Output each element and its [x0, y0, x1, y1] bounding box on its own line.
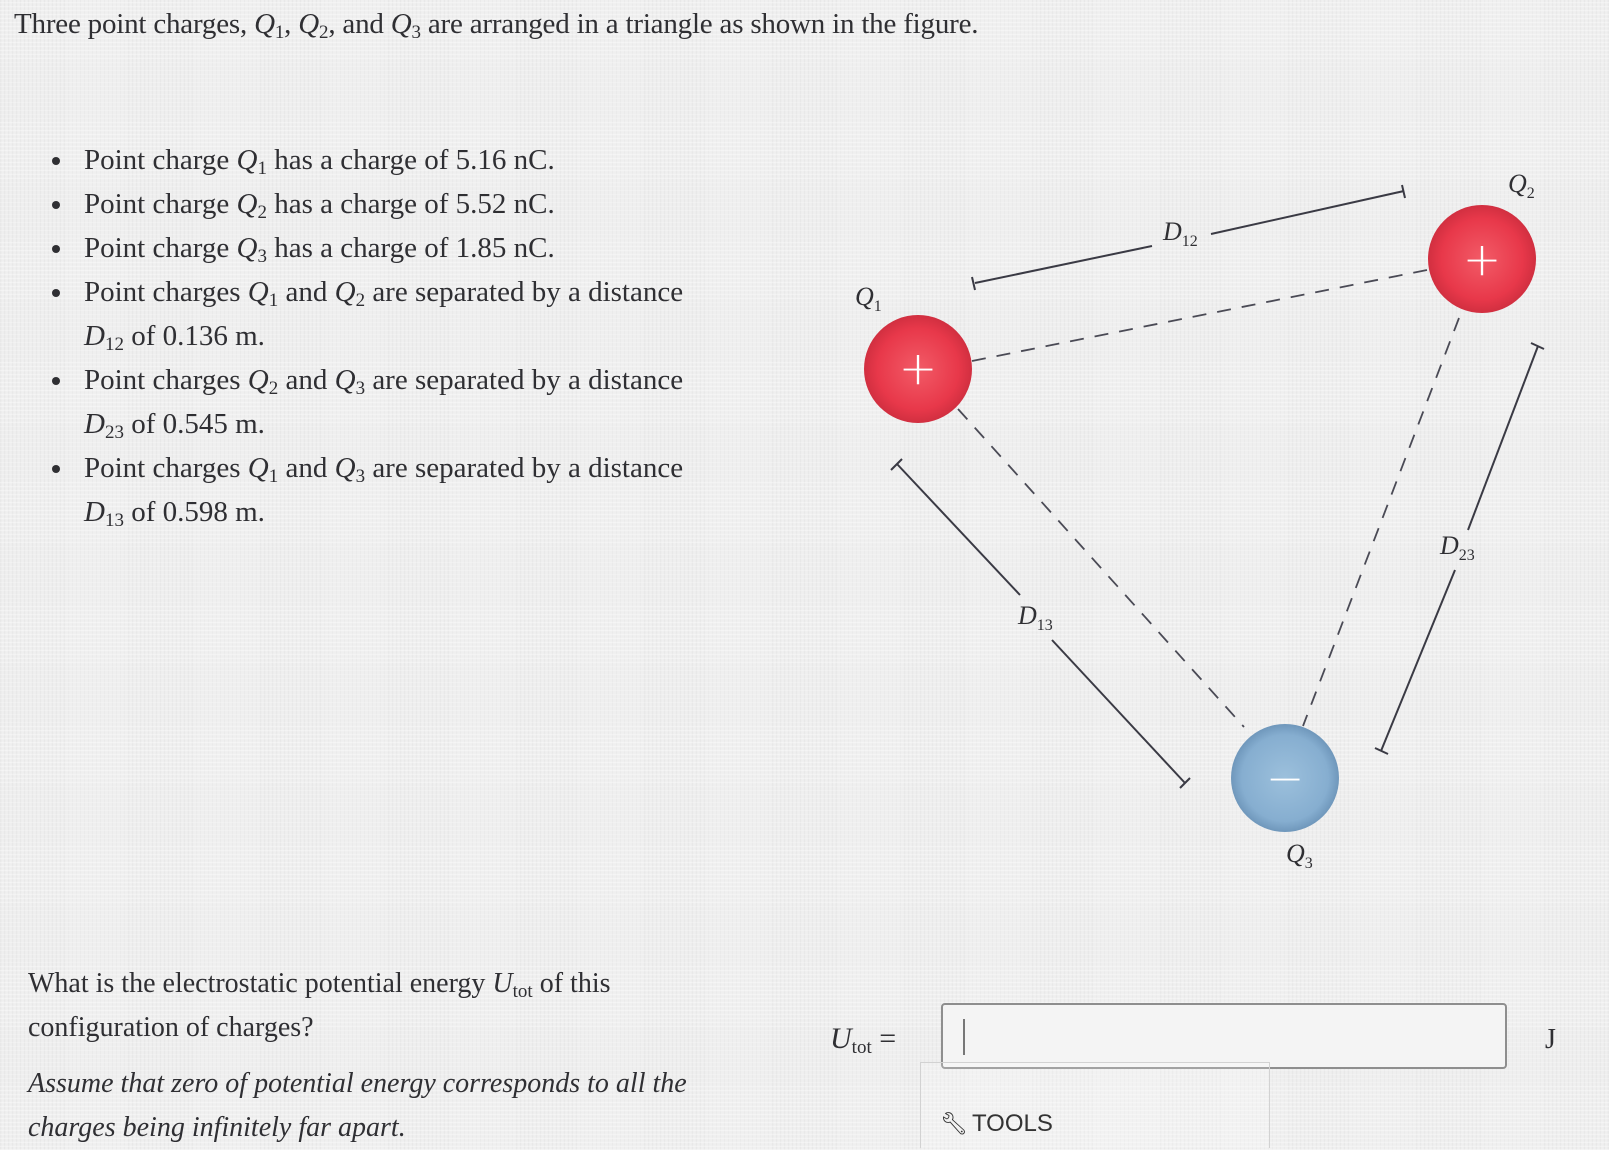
text-cursor	[963, 1019, 965, 1055]
d12-arrow-right	[1211, 191, 1404, 234]
list-item: Point charge $Q_1$ has a charge of 5.16 nC.	[52, 138, 732, 182]
list-item: Point charge $Q_3$ has a charge of 1.85 nC.	[52, 226, 732, 270]
d12-arrow-left	[975, 246, 1152, 283]
d12-label: $D_{12}$	[1163, 217, 1198, 250]
list-item: Point charge $Q_2$ has a charge of 5.52 nC.	[52, 182, 732, 226]
q1-sign: +	[898, 341, 938, 395]
list-item: Point charges $Q_1$ and $Q_2$ are separated by a distance $D_{12}$ of 0.136 m.	[52, 270, 732, 358]
problem-intro: Three point charges, $Q_1$, $Q_2$, and $Q_3$ are arranged in a triangle as shown in the figure.	[14, 8, 979, 43]
question-text: What is the electrostatic potential energy $U_{tot}$ of this configuration of charges?	[28, 968, 611, 1043]
d13-label: $D_{13}$	[1018, 601, 1053, 634]
unit-label: J	[1545, 1024, 1556, 1055]
d13-arrow-lower	[1052, 640, 1185, 783]
tools-button[interactable]: 🔧︎ TOOLS	[940, 1110, 1053, 1137]
d23-arrow-upper	[1468, 346, 1538, 530]
separation-lines	[958, 270, 1459, 727]
q3-sign: −	[1265, 751, 1305, 805]
answer-input[interactable]	[941, 1003, 1507, 1069]
dashed-line-q1-q2	[972, 270, 1427, 361]
charge-q1	[864, 315, 972, 423]
charge-q3	[1231, 724, 1339, 832]
q2-sign: +	[1462, 232, 1502, 286]
d12-tick-left	[972, 277, 975, 290]
answer-label: $U_{tot}$ =	[830, 1022, 897, 1058]
list-item: Point charges $Q_2$ and $Q_3$ are separated by a distance $D_{23}$ of 0.545 m.	[52, 358, 732, 446]
q2-label: $Q_2$	[1508, 169, 1535, 202]
d13-arrow-upper	[897, 464, 1020, 595]
wrench-icon: 🔧︎	[940, 1111, 968, 1136]
charge-q2	[1428, 205, 1536, 313]
q1-label: $Q_1$	[855, 282, 882, 315]
d23-label: $D_{23}$	[1440, 531, 1475, 564]
q3-label: $Q_3$	[1286, 839, 1313, 872]
dashed-line-q1-q3	[958, 409, 1244, 727]
list-item: Point charges $Q_1$ and $Q_3$ are separated by a distance $D_{13}$ of 0.598 m.	[52, 446, 732, 534]
dashed-line-q2-q3	[1303, 318, 1459, 726]
d23-arrow-lower	[1381, 570, 1455, 751]
assumption-note: Assume that zero of potential energy corresponds to all the charges being infinitely far apart.	[28, 1068, 687, 1143]
